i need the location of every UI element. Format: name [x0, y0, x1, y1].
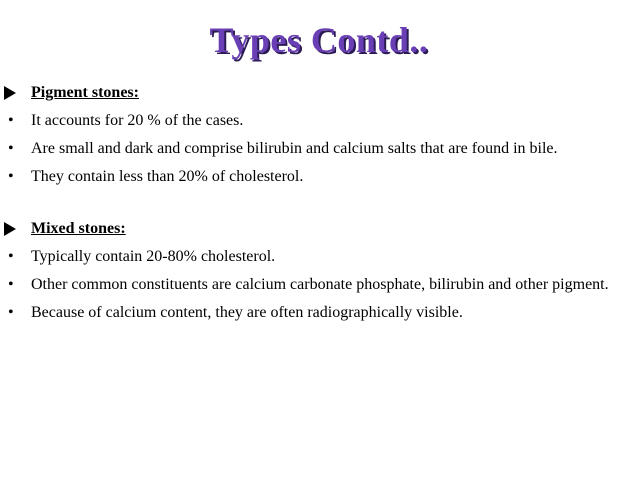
bullet-dot-icon: • [8, 276, 14, 293]
bullet-dot-icon: • [8, 304, 14, 321]
bullet-text: They contain less than 20% of cholesterol. [31, 168, 304, 185]
bullet-item [0, 246, 632, 268]
bullet-text: Other common constituents are calcium carbonate phosphate, bilirubin and other pigment. [31, 276, 609, 293]
bullet-dot-icon: • [8, 168, 14, 185]
bullet-item [0, 110, 632, 132]
bullet-dot-icon: • [8, 112, 14, 129]
section-heading-pigment [0, 82, 632, 104]
bullet-text: Typically contain 20-80% cholesterol. [31, 248, 276, 265]
arrow-bullet-icon [4, 218, 22, 243]
slide-title: Types Contd.. [209, 20, 429, 60]
section-heading-text: Mixed stones: [31, 220, 126, 237]
bullet-item [0, 302, 632, 324]
section-heading-text: Pigment stones: [31, 84, 139, 101]
bullet-text: It accounts for 20 % of the cases. [31, 112, 244, 129]
bullet-text: Are small and dark and comprise bilirubin and calcium salts that are found in bile. [31, 140, 558, 157]
bullet-text: Because of calcium content, they are often radiographically visible. [31, 304, 463, 321]
arrow-bullet-icon [4, 82, 22, 107]
bullet-item [0, 166, 632, 188]
bullet-dot-icon: • [8, 248, 14, 265]
bullet-item [0, 138, 632, 160]
bullet-dot-icon: • [8, 140, 14, 157]
slide-content [0, 82, 632, 324]
bullet-item [0, 274, 632, 296]
section-heading-mixed [0, 218, 632, 240]
